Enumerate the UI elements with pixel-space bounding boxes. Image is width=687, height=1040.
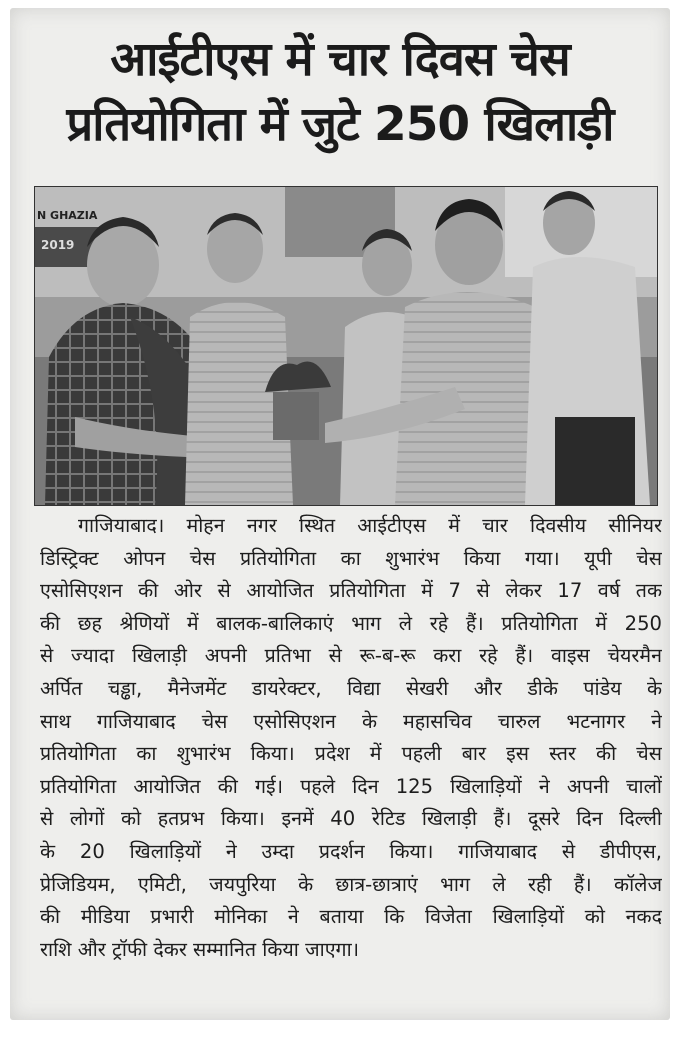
- article-line: की छह श्रेणियों में बालक-बालिकाएं भाग ले रहे हैं। प्रतियोगिता में 250: [40, 611, 662, 635]
- article-line: से ज्यादा खिलाड़ी अपनी प्रतिभा से रू-ब-रू करा रहे हैं। वाइस चेयरमैन: [40, 644, 662, 668]
- article-line: अर्पित चड्ढा, मैनेजमेंट डायरेक्टर, विद्या सेखरी और डीके पांडेय के: [40, 676, 662, 700]
- headline-line-1: आईटीएस में चार दिवस चेस: [110, 32, 570, 87]
- article-line: प्रतियोगिता का शुभारंभ किया। प्रदेश में पहली बार इस स्तर की चेस: [40, 742, 662, 766]
- banner-text: N GHAZIA: [37, 209, 98, 222]
- article-line: की मीडिया प्रभारी मोनिका ने बताया कि विजेता खिलाड़ियों को नकद: [40, 905, 662, 929]
- article-line: प्रेजिडियम, एमिटी, जयपुरिया के छात्र-छात्राएं भाग ले रही हैं। कॉलेज: [40, 872, 662, 896]
- news-photo: [34, 186, 658, 506]
- article-line: के 20 खिलाड़ियों ने उम्दा प्रदर्शन किया। गाजियाबाद से डीपीएस,: [40, 839, 662, 863]
- article-body: [40, 510, 662, 966]
- article-line: साथ गाजियाबाद चेस एसोसिएशन के महासचिव चारुल भटनागर ने: [40, 709, 662, 733]
- article-line: प्रतियोगिता आयोजित की गई। पहले दिन 125 खिलाड़ियों ने अपनी चालों: [40, 774, 662, 798]
- headline: [20, 28, 660, 158]
- banner-year: 2019: [41, 238, 75, 252]
- article-line: राशि और ट्रॉफी देकर सम्मानित किया जाएगा।: [40, 937, 360, 961]
- article-line: डिस्ट्रिक्ट ओपन चेस प्रतियोगिता का शुभारंभ किया गया। यूपी चेस: [40, 546, 662, 570]
- article-line: एसोसिएशन की ओर से आयोजित प्रतियोगिता में 7 से लेकर 17 वर्ष तक: [40, 579, 662, 603]
- photo-illustration: [35, 187, 657, 505]
- article-line: गाजियाबाद। मोहन नगर स्थित आईटीएस में चार दिवसीय सीनियर: [78, 514, 662, 537]
- headline-line-2: प्रतियोगिता में जुटे 250 खिलाड़ी: [66, 97, 614, 152]
- article-line: से लोगों को हतप्रभ किया। इनमें 40 रेटिड खिलाड़ी हैं। दूसरे दिन दिल्ली: [40, 807, 662, 831]
